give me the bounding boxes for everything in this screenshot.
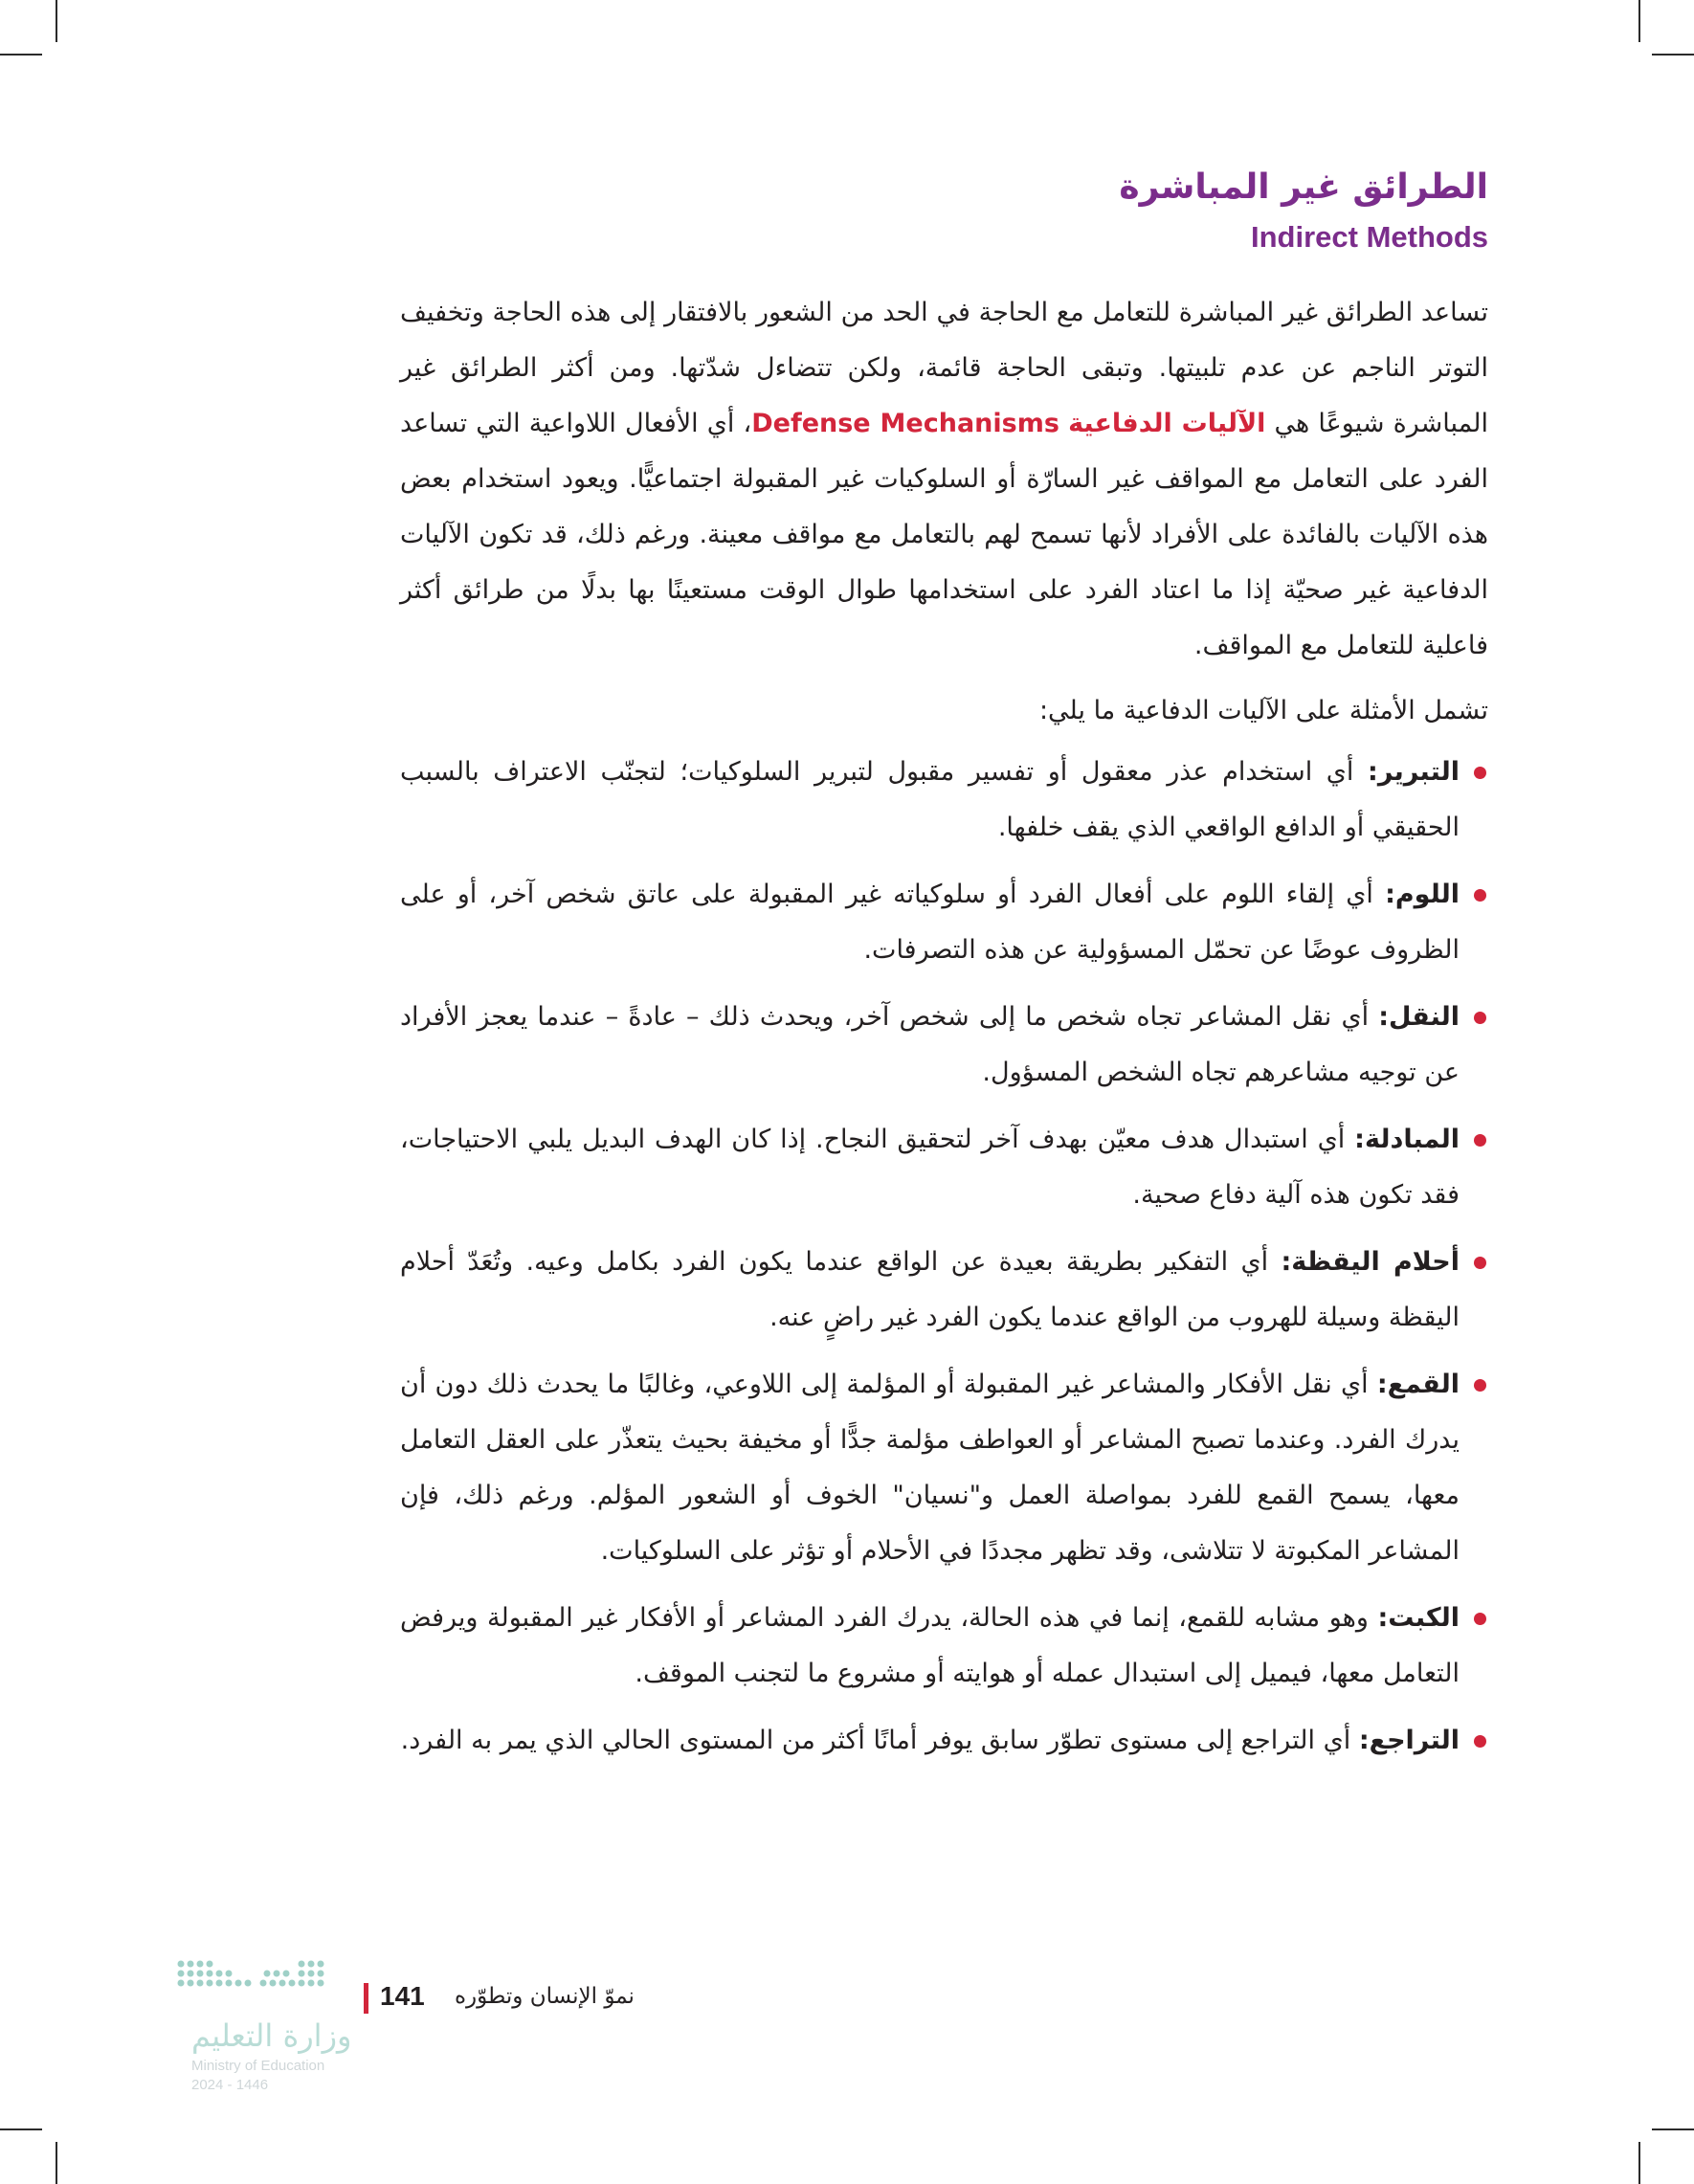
mechanism-term: التبرير: — [1368, 757, 1460, 787]
mechanism-description: أي استبدال هدف معيّن بهدف آخر لتحقيق النجاح. إذا كان الهدف البديل يلبي الاحتياجات، فقد تكون هذه آلية دفاع صحية. — [400, 1125, 1460, 1210]
intro-text-before: تساعد الطرائق غير المباشرة للتعامل مع الحاجة في الحد من الشعور بالافتقار إلى هذه الحاجة وتخفيف التوتر الناجم عن عدم تلبيتها. وتبقى الحاجة قائمة، ولكن تتضاءل شدّتها. ومن أكثر الطرائق غير المباشرة شيوعًا هي — [400, 298, 1488, 438]
mechanism-description: وهو مشابه للقمع، إنما في هذه الحالة، يدرك الفرد المشاعر أو الأفكار غير المقبولة ويرفض التعامل معها، فيميل إلى استبدال عمله أو هوايته أو مشروع ما لتجنب الموقف. — [400, 1603, 1460, 1688]
key-term-arabic: الآليات الدفاعية — [1068, 409, 1266, 438]
bullet-icon — [1474, 1257, 1486, 1269]
bullet-icon — [1474, 1012, 1486, 1024]
list-item — [400, 1357, 1488, 1579]
mechanism-term: اللوم: — [1385, 880, 1460, 909]
mechanism-description: أي استخدام عذر معقول أو تفسير مقبول لتبرير السلوكيات؛ لتجنّب الاعتراف بالسبب الحقيقي أو الدافع الواقعي الذي يقف خلفها. — [400, 757, 1460, 842]
crop-mark — [0, 54, 42, 56]
bullet-icon — [1474, 889, 1486, 902]
book-title: نموّ الإنسان وتطوّره — [455, 1984, 635, 2009]
crop-mark — [56, 2142, 57, 2184]
bullet-icon — [1474, 1735, 1486, 1748]
page-number-divider — [364, 1983, 368, 2014]
page-content — [400, 161, 1488, 1780]
mechanism-term: الكبت: — [1377, 1603, 1460, 1633]
mechanism-term: القمع: — [1376, 1370, 1460, 1399]
ministry-name-arabic: وزارة التعليم — [191, 2017, 352, 2054]
mechanism-term: التراجع: — [1358, 1726, 1460, 1755]
page-footer — [167, 1981, 635, 2106]
mechanism-term: النقل: — [1378, 1002, 1460, 1032]
crop-mark — [1652, 54, 1694, 56]
ministry-logo-icon — [167, 1952, 340, 2019]
list-item — [400, 745, 1488, 856]
list-item — [400, 1591, 1488, 1702]
defense-mechanisms-list — [400, 745, 1488, 1769]
mechanism-description: أي التفكير بطريقة بعيدة عن الواقع عندما يكون الفرد بكامل وعيه. وتُعَدّ أحلام اليقظة وسيلة للهروب من الواقع عندما يكون الفرد غير راضٍ عنه. — [400, 1247, 1460, 1332]
list-item — [400, 1235, 1488, 1346]
intro-text-after: ، أي الأفعال اللاواعية التي تساعد الفرد على التعامل مع المواقف غير السارّة أو السلوكيات غير المقبولة اجتماعيًّا. ويعود استخدام بعض هذه الآليات بالفائدة على الأفراد لأنها تسمح لهم بالتعامل مع مواقف معينة. ورغم ذلك، قد تكون الآليات الدفاعية غير صحيّة إذا ما اعتاد الفرد على استخدامها طوال الوقت مستعينًا بها بدلًا من طرائق أكثر فاعلية للتعامل مع المواقف. — [400, 409, 1488, 660]
list-item — [400, 867, 1488, 978]
bullet-icon — [1474, 1379, 1486, 1392]
crop-mark — [0, 2128, 42, 2130]
mechanism-term: أحلام اليقظة: — [1281, 1247, 1460, 1277]
list-item — [400, 990, 1488, 1101]
section-title-arabic: الطرائق غير المباشرة — [1119, 167, 1488, 207]
list-item — [400, 1713, 1488, 1769]
page-number: 141 — [380, 1981, 425, 2011]
ministry-name-english: Ministry of Education — [191, 2058, 325, 2074]
list-intro: تشمل الأمثلة على الآليات الدفاعية ما يلي: — [1038, 696, 1488, 725]
edition-year: 2024 - 1446 — [191, 2077, 269, 2093]
mechanism-description: أي التراجع إلى مستوى تطوّر سابق يوفر أمانًا أكثر من المستوى الحالي الذي يمر به الفرد. — [400, 1726, 1359, 1755]
mechanism-description: أي إلقاء اللوم على أفعال الفرد أو سلوكياته غير المقبولة على عاتق شخص آخر، أو على الظروف عوضًا عن تحمّل المسؤولية عن هذه التصرفات. — [400, 880, 1460, 965]
bullet-icon — [1474, 1613, 1486, 1625]
list-item — [400, 1112, 1488, 1223]
key-term-english: Defense Mechanisms — [751, 409, 1059, 438]
crop-mark — [1638, 0, 1640, 42]
intro-paragraph — [400, 285, 1488, 674]
mechanism-description: أي نقل الأفكار والمشاعر غير المقبولة أو المؤلمة إلى اللاوعي، وغالبًا ما يحدث ذلك دون أن يدرك الفرد. وعندما تصبح المشاعر أو العواطف مؤلمة جدًّا أو مخيفة بحيث يتعذّر على العقل التعامل معها، يسمح القمع للفرد بمواصلة العمل و"نسيان" الخوف أو الشعور المؤلم. ورغم ذلك، فإن المشاعر المكبوتة لا تتلاشى، وقد تظهر مجددًا في الأحلام أو تؤثر على السلوكيات. — [400, 1370, 1460, 1566]
mechanism-description: أي نقل المشاعر تجاه شخص ما إلى شخص آخر، ويحدث ذلك – عادةً – عندما يعجز الأفراد عن توجيه مشاعرهم تجاه الشخص المسؤول. — [400, 1002, 1460, 1087]
bullet-icon — [1474, 767, 1486, 779]
section-title-english: Indirect Methods — [1250, 220, 1488, 254]
mechanism-term: المبادلة: — [1354, 1125, 1460, 1154]
bullet-icon — [1474, 1134, 1486, 1147]
crop-mark — [56, 0, 57, 42]
crop-mark — [1652, 2128, 1694, 2130]
crop-mark — [1638, 2142, 1640, 2184]
